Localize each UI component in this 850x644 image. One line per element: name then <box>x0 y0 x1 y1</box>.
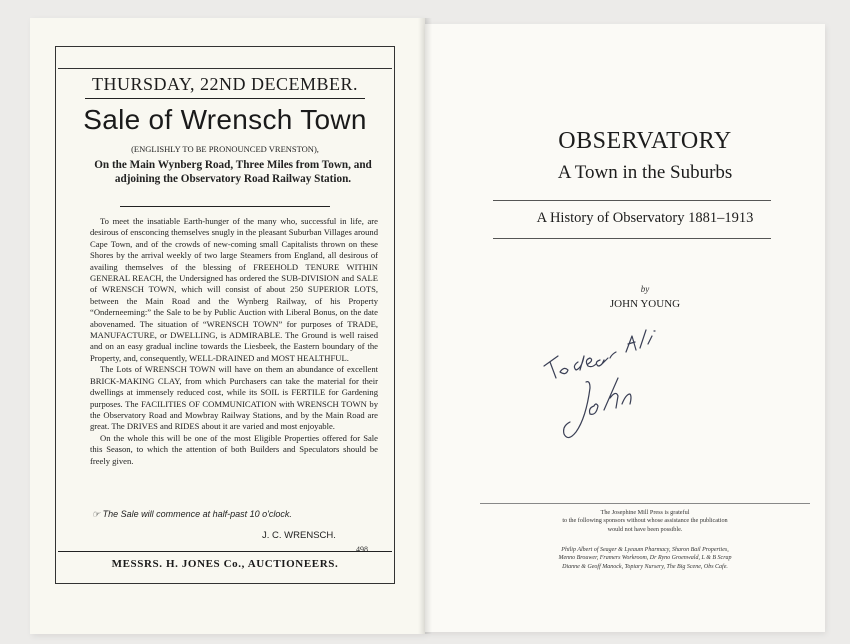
sponsor-names-line: Dianne & Geoff Manock, Topiary Nursery, The Big Scene, Obs Cafe. <box>562 563 728 570</box>
handwritten-inscription <box>536 326 676 450</box>
sponsor-intro-line: The Josephine Mill Press is grateful <box>600 509 690 516</box>
sponsor-names-line: Philip Albert of Seager & Lyeaum Pharmacy, Sharon Bail Properties, <box>561 547 729 553</box>
history-line: A History of Observatory 1881–1913 <box>536 210 754 226</box>
ad-paragraph: To meet the insatiable Earth-hunger of the many who, successful in life, are desirous of ensconcing themselves snugly in the pleasant Suburban Villages around Cape Town, and of the crowds of new-coming small Capitalists thrown on these Shores by the arrival weekly of two large Steamers from England, all desirous of availing themselves of the blessing of FREEHOLD TENURE WITHIN GENERAL REACH, the Undersigned has ordered the SUB-DIVISION and SALE of WRENSCH TOWN, which will consist of about 250 SUPERIOR LOTS, between the Main Road and the Wynberg Railway, of his Property “Onderneeming:” the Sale to be by Public Auction with Liberal Bonus, on the date abovenamed. The situation of “WRENSCH TOWN” for purposes of TRADE, MANUFACTURE, or DWELLING, is ADMIRABLE. The Ground is well raised and on an easy gradual incline towards the Liesbeek, the Eastern boundary of the Property, and, consequently, WELL-DRAINED and MOST HEALTHFUL. <box>90 216 378 363</box>
pointing-hand-icon: ☞ <box>92 509 101 519</box>
ad-headline: Sale of Wrensch Town <box>83 104 367 135</box>
ad-commence-text: The Sale will commence at half-past 10 o'clock. <box>102 509 292 519</box>
ad-pronunciation: (ENGLISHLY TO BE PRONOUNCED VRENSTON), <box>131 144 319 154</box>
title-rule <box>493 238 771 239</box>
ad-divider <box>58 551 392 552</box>
sponsor-names <box>480 546 810 571</box>
ad-paragraph: On the whole this will be one of the most Eligible Properties offered for Sale this Season, to which the attention of both Builders and Speculators should be freely given. <box>90 432 378 466</box>
sponsor-rule <box>480 503 810 504</box>
sponsor-intro <box>480 509 810 534</box>
advertisement-inner-rule <box>58 68 392 69</box>
ad-auctioneers: MESSRS. H. JONES Co., AUCTIONEERS. <box>111 558 339 570</box>
by-label: by <box>640 284 650 294</box>
sponsor-intro-line: would not have been possible. <box>607 525 683 533</box>
ad-body <box>90 216 378 467</box>
ad-commence-note <box>92 509 362 520</box>
title-rule <box>493 200 771 201</box>
ad-location: On the Main Wynberg Road, Three Miles from Town, and adjoining the Observatory Road Railway Station. <box>94 159 372 185</box>
ad-page-number: 498 <box>356 545 368 554</box>
ad-divider <box>120 206 330 207</box>
sponsor-intro-line: to the following sponsors without whose assistance the publication <box>562 517 728 525</box>
sponsor-names-line: Menno Brouwer, Framers Workroom, Dr Ryno Groenwald, L & B Scrap <box>558 555 732 562</box>
ad-signature: J. C. WRENSCH. <box>262 530 336 541</box>
book-gutter <box>418 18 432 634</box>
book-subtitle: A Town in the Suburbs <box>557 162 733 183</box>
author-name: JOHN YOUNG <box>609 298 681 310</box>
ad-date-line: THURSDAY, 22ND DECEMBER. <box>91 74 359 94</box>
ad-divider <box>85 98 365 99</box>
book-title: OBSERVATORY <box>558 128 732 154</box>
ad-paragraph: The Lots of WRENSCH TOWN will have on them an abundance of excellent BRICK-MAKING CLAY, from which Purchasers can take the material for their dwellings at immensely reduced cost, while its SOIL is FERTILE for Gardening purposes. The FACILITIES OF COMMUNICATION with WRENSCH TOWN by the Observatory Road and Mowbray Railway Stations, and by the Main Road are great. The DRIVES and RIDES about it are varied and most enjoyable. <box>90 364 378 432</box>
